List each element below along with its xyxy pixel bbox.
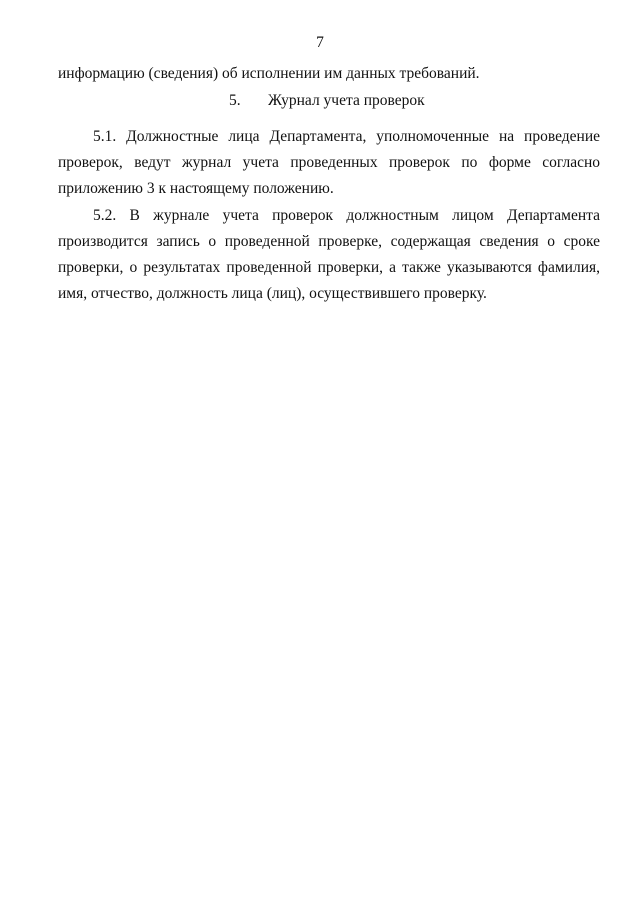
paragraph-5-1-line-3 xyxy=(58,180,600,202)
paragraph-line-text: проверок, ведут журнал учета проведенных проверок по форме согласно xyxy=(58,154,600,171)
section-title: Журнал учета проверок xyxy=(268,92,425,109)
paragraph-5-1-line-1 xyxy=(93,128,600,150)
paragraph-5-2-line-4 xyxy=(58,285,600,307)
paragraph-line-text: проверки, о результатах проведенной проверки, а также указываются фамилия, xyxy=(58,259,600,276)
paragraph-5-2-line-2 xyxy=(58,233,600,255)
paragraph-5-2-line-3 xyxy=(58,259,600,281)
paragraph-line-text: приложению 3 к настоящему положению. xyxy=(58,180,334,197)
page-number: 7 xyxy=(316,34,324,51)
paragraph-line-text: производится запись о проведенной проверке, содержащая сведения о сроке xyxy=(58,233,600,250)
paragraph-5-2-line-1 xyxy=(93,207,600,229)
paragraph-line-text: 5.2. В журнале учета проверок должностным лицом Департамента xyxy=(93,207,600,224)
intro-line xyxy=(58,65,600,87)
intro-line-text: информацию (сведения) об исполнении им данных требований. xyxy=(58,65,480,82)
paragraph-line-text: 5.1. Должностные лица Департамента, уполномоченные на проведение xyxy=(93,128,600,145)
paragraph-5-1-line-2 xyxy=(58,154,600,176)
section-number: 5. xyxy=(229,92,241,109)
paragraph-line-text: имя, отчество, должность лица (лиц), осуществившего проверку. xyxy=(58,285,487,302)
